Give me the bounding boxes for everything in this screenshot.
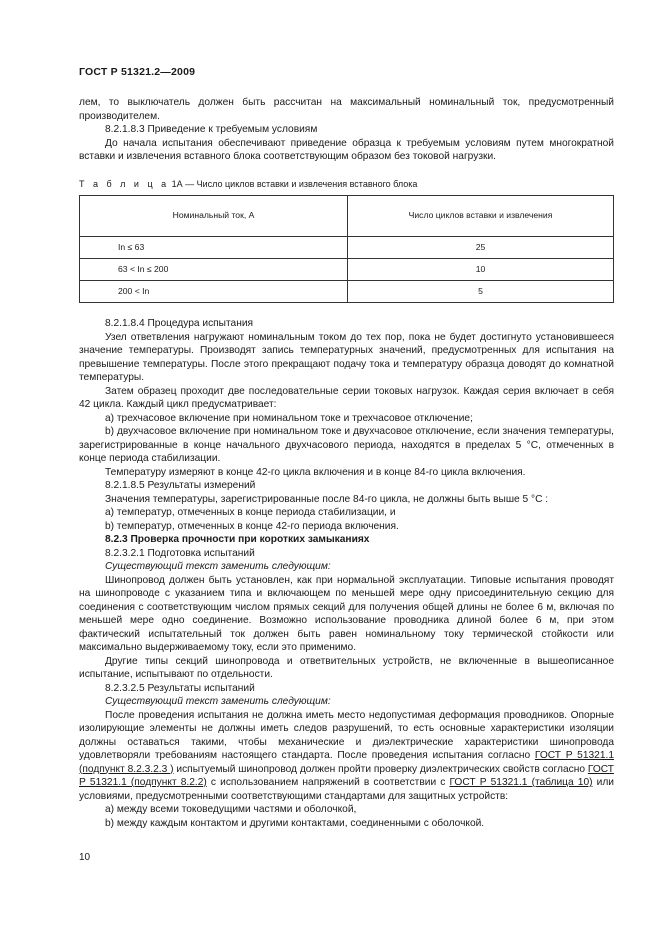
paragraph: Температуру измеряют в конце 42-го цикла включения и в конце 84-го цикла включения.	[105, 466, 526, 478]
table-cell: 25	[348, 237, 614, 259]
list-item: а) температур, отмеченных в конце периода стабилизации, и	[105, 507, 396, 518]
list-item: b) температур, отмеченных в конце 42-го периода включения.	[105, 520, 399, 532]
table-caption-text: 1А — Число циклов вставки и извлечения вставного блока	[171, 178, 418, 189]
paragraph: Другие типы секций шинопровода и ответвительных устройств, не включенные в вышеописанное испытание, испытывают по отдельности.	[79, 655, 614, 680]
paragraph-text: с использованием напряжений в соответствии с	[210, 777, 446, 788]
table-row	[80, 281, 614, 303]
paragraph-text: или условиями, предусмотренными соответствующими стандартами для защитных устройств:	[79, 777, 614, 802]
replace-note: Существующий текст заменить следующим:	[105, 561, 331, 572]
cycles-table	[79, 195, 614, 303]
table-cell: 200 < In	[80, 281, 348, 303]
section-heading: 8.2.1.8.5 Результаты измерений	[105, 480, 256, 491]
paragraph: Шинопровод должен быть установлен, как при нормальной эксплуатации. Типовые испытания проводят на шинопроводе с указанием типа и включающем по меньшей мере одну присоединительную секцию для соединения с соответствующим числом прямых секций для получения общей длины не более 6 м, включая по меньшей мере одно соединение. Возможно использование проводника длиной более 6 м, при этом фактический испытательный ток должен быть равен номинальному току термической стойкости или максимально выдерживаемому току, если это применимо.	[79, 574, 614, 653]
table-cell: 10	[348, 259, 614, 281]
paragraph-text: После проведения испытания не должна иметь место недопустимая деформация проводников. Опорные изолирующие элементы не должны иметь следов разрушений, то есть основные характеристики изоляции должны оставаться такими, чтобы механические и диэлектрические характеристики шинопровода удовлетворяли требованиям настоящего стандарта. После проведения испытания согласно	[79, 709, 614, 761]
table-row	[80, 259, 614, 281]
section-heading: 8.2.3.2.5 Результаты испытаний	[105, 682, 255, 694]
table-header-row	[80, 196, 614, 237]
page-header: ГОСТ Р 51321.2—2009	[79, 66, 196, 78]
paragraph: Затем образец проходит две последовательные серии токовых нагрузок. Каждая серия включает в себя 42 цикла. Каждый цикл предусматривает:	[79, 385, 614, 410]
reference-link[interactable]: ГОСТ Р 51321.1 (подпункт 8.2.2)	[79, 763, 614, 788]
table-header-cell: Номинальный ток, А	[80, 196, 348, 237]
list-item: а) трехчасовое включение при номинальном токе и трехчасовое отключение;	[105, 412, 473, 424]
table-cell: 63 < In ≤ 200	[80, 259, 348, 281]
reference-link[interactable]: ГОСТ Р 51321.1 (таблица 10)	[449, 777, 593, 788]
paragraph: Узел ответвления нагружают номинальным током до тех пор, пока не будет достигнуто установившееся значение температуры. Производят запись температурных значений, предусмотренных для испытания на превышение температуры. После этого прекращают подачу тока и температуру образца доводят до комнатной температуры.	[79, 331, 614, 383]
paragraph: лем, то выключатель должен быть рассчитан на максимальный номинальный ток, предусмотренный производителем.	[79, 97, 614, 122]
table-caption-prefix: Т а б л и ц а	[79, 178, 170, 189]
table-caption	[79, 178, 614, 192]
section-heading: 8.2.1.8.3 Приведение к требуемым условиям	[105, 124, 318, 135]
paragraph: Значения температуры, зарегистрированные после 84-го цикла, не должны быть выше 5 °С :	[105, 493, 549, 505]
list-item: а) между всеми токоведущими частями и оболочкой,	[105, 804, 357, 815]
page-number: 10	[79, 852, 91, 863]
table-cell: In ≤ 63	[80, 237, 348, 259]
reference-link[interactable]: ГОСТ Р 51321.1 (подпункт 8.2.3.2.3 )	[79, 750, 615, 775]
list-item: b) между каждым контактом и другими контактами, соединенными с оболочкой.	[105, 817, 485, 829]
paragraph	[79, 709, 614, 804]
paragraph: До начала испытания обеспечивают приведение образца к требуемым условиям путем многократной вставки и извлечения вставного блока соответствующим образом без токовой нагрузки.	[79, 137, 614, 162]
section-heading: 8.2.3.2.1 Подготовка испытаний	[105, 547, 255, 559]
table-row	[80, 237, 614, 259]
section-heading: 8.2.1.8.4 Процедура испытания	[105, 318, 254, 329]
list-item: b) двухчасовое включение при номинальном токе и двухчасовое отключение, если значения температуры, зарегистрированные в конце начального двухчасового периода, находятся в пределах 5 °С, отмеченных в конце периода стабилизации.	[79, 426, 614, 464]
table-cell: 5	[348, 281, 614, 303]
section-heading: 8.2.3 Проверка прочности при коротких замыканиях	[105, 534, 370, 545]
paragraph-text: испытуемый шинопровод должен пройти проверку диэлектрических свойств согласно	[176, 763, 586, 775]
replace-note: Существующий текст заменить следующим:	[105, 696, 331, 707]
table-header-cell: Число циклов вставки и извлечения	[348, 196, 614, 237]
page-content	[79, 96, 614, 830]
